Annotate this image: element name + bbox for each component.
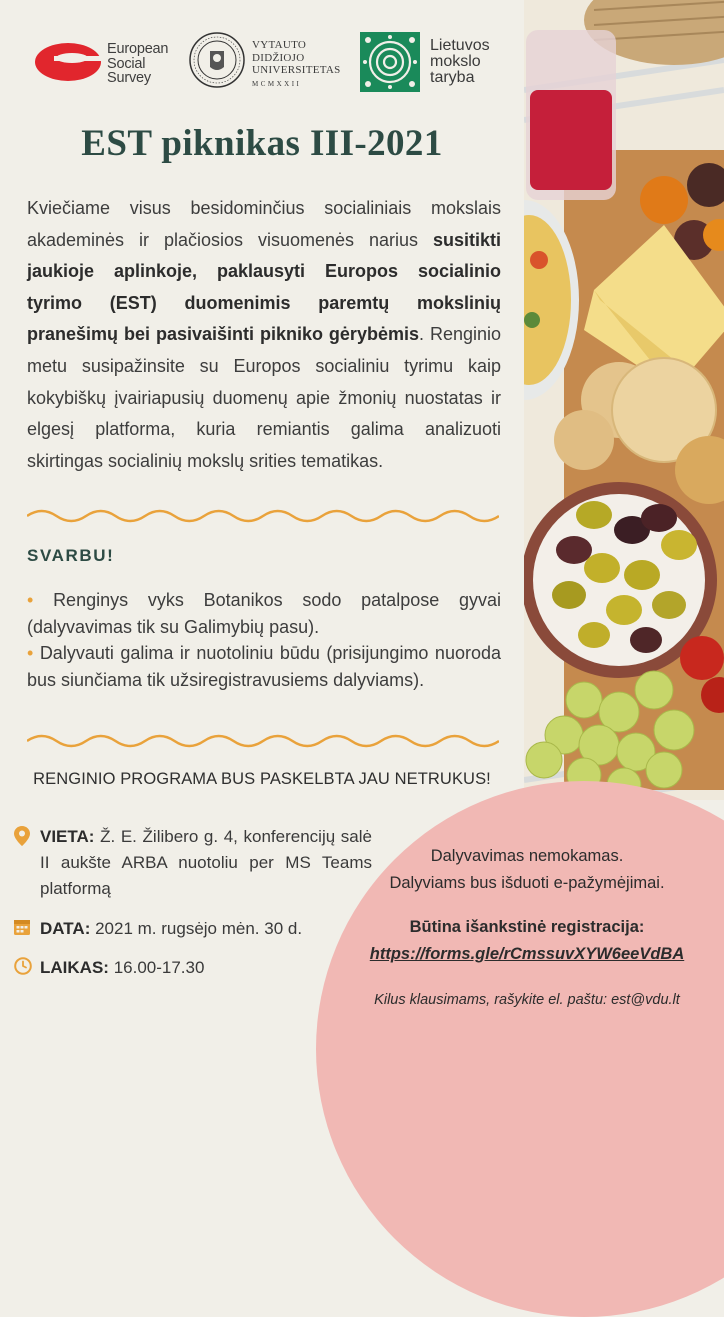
wave-divider	[27, 733, 499, 749]
vdu-year: MCMXXII	[252, 79, 302, 88]
vdu-line2: DIDŽIOJO	[252, 51, 305, 64]
note-item	[27, 587, 501, 640]
wave-divider	[27, 508, 499, 524]
intro-text-start: Kviečiame visus besidominčius socialiniais mokslais akademinės ir plačiosios visuomenės narius	[27, 198, 501, 250]
important-notes	[27, 587, 501, 693]
note-text: Dalyvauti galima ir nuotoliniu būdu (prisijungimo nuoroda bus siunčiama tik užsiregistravusiems dalyviams).	[27, 643, 501, 690]
lmt-line1: Lietuvos	[430, 37, 490, 54]
intro-text-end: . Renginio metu susipažinsite su Europos socialiniu tyrimu kaip kokybiškų įvairiapusių duomenų apie žmonių nuostatas ir elgesį platforma, kuria remiantis galima analizuoti skirtingas socialinių mokslų srities tematikas.	[27, 324, 501, 471]
note-item	[27, 640, 501, 693]
certificates-text: Dalyviams bus išduoti e-pažymėjimai.	[389, 874, 665, 892]
location-pin-icon	[14, 826, 30, 846]
date-value: 2021 m. rugsėjo mėn. 30 d.	[95, 919, 303, 938]
time-row	[14, 955, 354, 979]
venue-label: VIETA:	[40, 827, 95, 846]
ess-mark-icon	[34, 42, 104, 82]
vdu-line1: VYTAUTO	[252, 39, 307, 51]
logo-bar	[34, 28, 504, 98]
date-label: DATA:	[40, 919, 91, 938]
ess-line2: Social	[107, 55, 146, 72]
bullet-icon: •	[27, 590, 34, 610]
university-seal-icon	[188, 31, 246, 89]
venue-value: Ž. E. Žilibero g. 4, konferencijų salė II aukšte ARBA nuotoliu per MS Teams platformą	[40, 827, 372, 898]
ess-line1: European	[107, 41, 169, 57]
calendar-icon	[14, 918, 30, 935]
registration-info	[330, 843, 724, 897]
time-value: 16.00-17.30	[113, 958, 205, 977]
note-text: Renginys vyks Botanikos sodo patalpose gyvai (dalyvavimas tik su Galimybių pasu).	[27, 590, 501, 637]
important-heading: SVARBU!	[27, 546, 115, 565]
vdu-line3: UNIVERSITETAS	[252, 64, 341, 76]
page-title: EST piknikas III-2021	[81, 123, 443, 164]
vdu-logo	[188, 31, 348, 95]
registration-link[interactable]: https://forms.gle/rCmssuvXYW6eeVdBA	[369, 945, 685, 963]
venue-row	[14, 824, 374, 904]
time-label: LAIKAS:	[40, 958, 109, 977]
lmt-line3: taryba	[430, 69, 475, 86]
registration-required-text: Būtina išankstinė registracija:	[409, 918, 645, 936]
date-row	[14, 916, 354, 940]
ess-line3: Survey	[107, 70, 151, 86]
ess-logo	[34, 40, 184, 85]
bullet-icon: •	[27, 643, 34, 663]
program-notice: RENGINIO PROGRAMA BUS PASKELBTA JAU NETRUKUS!	[33, 770, 491, 788]
intro-text-bold: susitikti jaukioje aplinkoje, paklausyti Europos socialinio tyrimo (EST) duomenimis paremtų mokslinių pranešimų bei pasivaišinti pikniko gėrybėmis	[27, 229, 501, 345]
free-participation-text: Dalyvavimas nemokamas.	[430, 847, 624, 865]
clock-icon	[14, 957, 32, 975]
lmt-logo	[360, 32, 500, 94]
lmt-mark-icon	[360, 32, 420, 92]
intro-paragraph	[27, 193, 501, 477]
contact-text: Kilus klausimams, rašykite el. paštu: est@vdu.lt	[374, 992, 680, 1008]
lmt-line2: mokslo	[430, 53, 481, 70]
